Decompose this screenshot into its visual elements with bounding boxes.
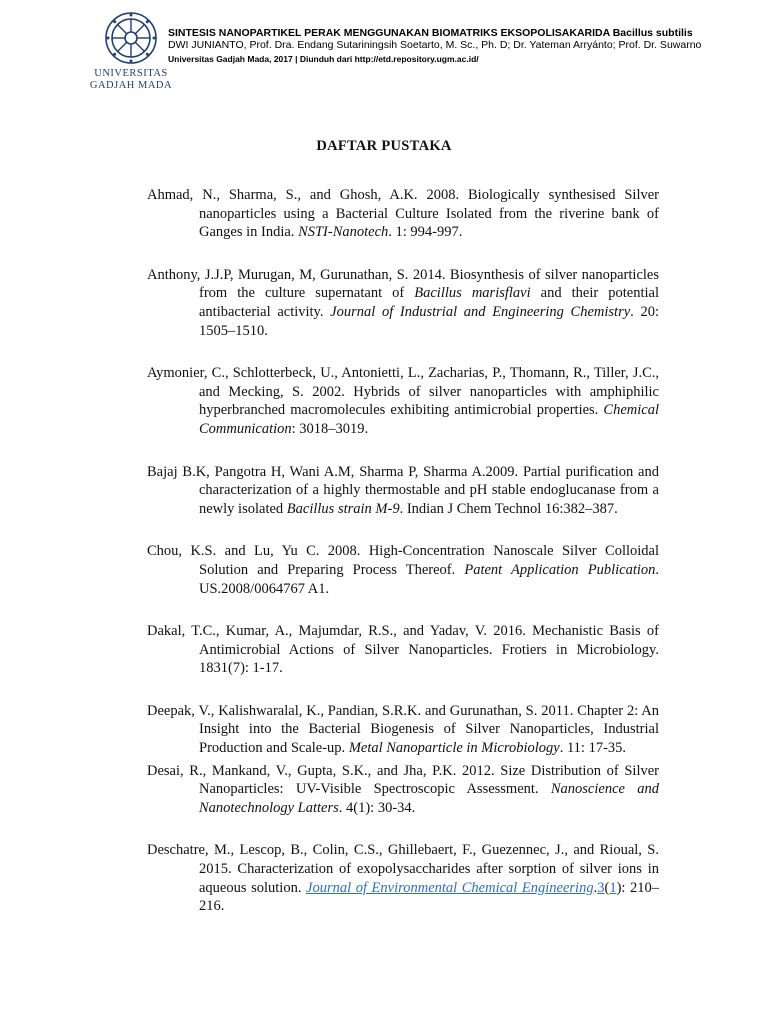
logo-line-2: GADJAH MADA — [89, 80, 173, 91]
thesis-title: SINTESIS NANOPARTIKEL PERAK MENGGUNAKAN BIOMATRIKS EKSOPOLISAKARIDA Bacillus subtilis — [168, 27, 693, 39]
reference-ahmad: Ahmad, N., Sharma, S., and Ghosh, A.K. 2008. Biologically synthesised Silver nanoparticles using a Bacterial Culture Isolated from the riverine bank of Ganges in India. NSTI-Nanotech. 1: 994-997. — [147, 187, 659, 241]
thesis-authors: DWI JUNIANTO, Prof. Dra. Endang Sutariningsih Soetarto, M. Sc., Ph. D; Dr. Yateman Arryánto; Prof. Dr. Suwarno — [168, 39, 702, 51]
university-logo — [86, 10, 176, 105]
issue-link[interactable]: 1 — [609, 879, 617, 896]
reference-aymonier: Aymonier, C., Schlotterbeck, U., Antonietti, L., Zacharias, P., Thomann, R., Tiller, J.C., and Mecking, S. 2002. Hybrids of silver nanoparticles with amphiphilic hyperbranched macromolecules exhibiting antimicrobial properties. Chemical Communication: 3018–3019. — [147, 365, 659, 437]
volume-link[interactable]: 3 — [597, 879, 605, 896]
reference-dakal: Dakal, T.C., Kumar, A., Majumdar, R.S., and Yadav, V. 2016. Mechanistic Basis of Antimicrobial Actions of Silver Nanoparticles. Frotiers in Microbiology. 1831(7): 1-17. — [147, 623, 659, 677]
logo-line-1: UNIVERSITAS — [94, 68, 168, 79]
reference-bajaj: Bajaj B.K, Pangotra H, Wani A.M, Sharma P, Sharma A.2009. Partial purification and characterization of a highly thermostable and pH stable endoglucanase from a newly isolated Bacillus strain M-9. Indian J Chem Technol 16:382–387. — [147, 463, 659, 517]
university-line: Universitas Gadjah Mada, 2017 | Diunduh dari http://etd.repository.ugm.ac.id/ — [168, 54, 479, 64]
reference-anthony: Anthony, J.J.P, Murugan, M, Gurunathan, S. 2014. Biosynthesis of silver nanoparticles from the culture supernatant of Bacillus marisflavi and their potential antibacterial activity. Journal of Industrial and Engineering Chemistry. 20: 1505–1510. — [147, 266, 659, 339]
document-header — [0, 0, 768, 110]
journal-link[interactable]: Journal of Environmental Chemical Engineering — [306, 879, 594, 896]
ugm-emblem-icon — [103, 10, 159, 66]
reference-list — [147, 186, 659, 940]
reference-deepak: Deepak, V., Kalishwaralal, K., Pandian, S.R.K. and Gurunathan, S. 2011. Chapter 2: An Insight into the Bacterial Biogenesis of Silver Nanoparticles, Industrial Production and Scale-up. Metal Nanoparticle in Microbiology. 11: 17-35. — [147, 702, 659, 757]
reference-chou: Chou, K.S. and Lu, Yu C. 2008. High-Concentration Nanoscale Silver Colloidal Solution and Preparing Process Thereof. Patent Application Publication. US.2008/0064767 A1. — [147, 543, 660, 597]
page-title: DAFTAR PUSTAKA — [316, 138, 452, 154]
reference-desai: Desai, R., Mankand, V., Gupta, S.K., and Jha, P.K. 2012. Size Distribution of Silver Nanoparticles: UV-Visible Spectroscopic Assessment. Nanoscience and Nanotechnology Latters. 4(1): 30-34. — [147, 762, 659, 816]
reference-deschatre: Deschatre, M., Lescop, B., Colin, C.S., Ghillebaert, F., Guezennec, J., and Rioual, S. 2015. Characterization of exopolysaccharides after sorption of silver ions in aqueous solution. Journal of Environmental Chemical Engineering.3(1): 210–216. — [147, 842, 659, 915]
